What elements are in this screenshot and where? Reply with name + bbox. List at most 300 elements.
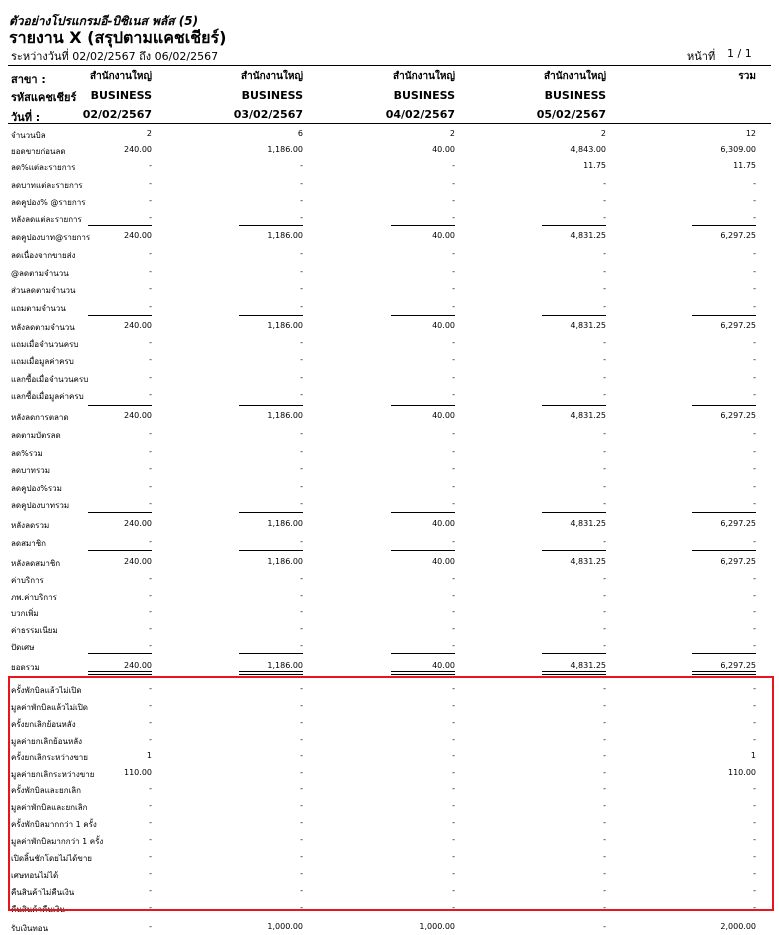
table-cell: - <box>452 499 455 508</box>
table-cell: 2 <box>600 129 606 138</box>
table-cell: - <box>300 701 303 710</box>
row-label: ส่วนลดตามจำนวน <box>11 286 76 295</box>
row-label: ลด%รวม <box>11 449 43 458</box>
column-cashier: BUSINESS <box>241 89 303 102</box>
row-label: ครั้งยกเลิกย้อนหลัง <box>11 720 76 729</box>
table-cell: - <box>753 464 756 473</box>
table-cell: - <box>452 213 455 222</box>
table-cell: 40.00 <box>432 519 455 528</box>
table-cell: - <box>300 373 303 382</box>
subtotal-rule <box>391 225 455 226</box>
table-cell: - <box>452 338 455 347</box>
column-branch: สำนักงานใหญ่ <box>393 71 455 82</box>
table-cell: - <box>300 355 303 364</box>
table-cell: - <box>300 591 303 600</box>
row-label: หลังลดตามจำนวน <box>11 323 75 332</box>
table-cell: - <box>452 684 455 693</box>
table-cell: - <box>300 338 303 347</box>
table-cell: - <box>300 196 303 205</box>
table-cell: - <box>603 302 606 311</box>
table-cell: - <box>753 302 756 311</box>
table-cell: - <box>452 429 455 438</box>
table-cell: - <box>603 574 606 583</box>
row-label: เปิดลิ้นชักโดยไม่ได้ขาย <box>11 854 92 863</box>
table-cell: - <box>149 179 152 188</box>
table-cell: - <box>753 574 756 583</box>
subtotal-rule <box>542 512 606 513</box>
table-cell: - <box>149 701 152 710</box>
table-cell: - <box>452 196 455 205</box>
table-cell: - <box>300 886 303 895</box>
table-cell: - <box>753 591 756 600</box>
table-cell: - <box>603 835 606 844</box>
table-cell: - <box>452 591 455 600</box>
table-cell: - <box>603 464 606 473</box>
total-double-rule <box>542 671 606 675</box>
table-cell: - <box>753 249 756 258</box>
row-label: แลกซื้อเมื่อมูลค่าครบ <box>11 392 84 401</box>
subtotal-rule <box>542 225 606 226</box>
table-cell: - <box>149 735 152 744</box>
row-label: มูลค่าพักบิลและยกเลิก <box>11 803 88 812</box>
table-cell: - <box>753 735 756 744</box>
table-cell: - <box>452 607 455 616</box>
subtotal-rule <box>542 550 606 551</box>
table-cell: - <box>452 768 455 777</box>
subtotal-rule <box>239 225 303 226</box>
table-cell: 12 <box>745 129 756 138</box>
table-cell: - <box>300 751 303 760</box>
table-cell: - <box>753 869 756 878</box>
table-cell: - <box>300 903 303 912</box>
table-cell: - <box>753 355 756 364</box>
table-cell: - <box>149 574 152 583</box>
row-label: @ลดตามจำนวน <box>11 269 69 278</box>
table-cell: - <box>149 684 152 693</box>
table-cell: - <box>753 835 756 844</box>
cashier-label: รหัสแคชเชียร์ <box>11 91 77 104</box>
table-cell: - <box>753 684 756 693</box>
table-cell: 40.00 <box>432 145 455 154</box>
table-cell: - <box>149 429 152 438</box>
table-cell: - <box>452 390 455 399</box>
table-cell: - <box>753 213 756 222</box>
table-cell: - <box>753 641 756 650</box>
row-label: แถมเมื่อมูลค่าครบ <box>11 357 74 366</box>
table-cell: - <box>753 886 756 895</box>
table-cell: - <box>753 499 756 508</box>
table-cell: - <box>603 537 606 546</box>
subtotal-rule <box>88 550 152 551</box>
table-cell: 40.00 <box>432 231 455 240</box>
table-cell: 240.00 <box>124 557 152 566</box>
table-cell: - <box>603 903 606 912</box>
table-cell: 6,297.25 <box>720 231 756 240</box>
table-cell: - <box>603 196 606 205</box>
table-cell: - <box>300 718 303 727</box>
table-cell: - <box>603 267 606 276</box>
table-cell: - <box>603 922 606 931</box>
table-cell: - <box>452 784 455 793</box>
total-double-rule <box>391 671 455 675</box>
row-label: ยอดขายก่อนลด <box>11 147 66 156</box>
table-cell: - <box>300 574 303 583</box>
table-cell: - <box>452 249 455 258</box>
row-label: ลดคูปองบาทรวม <box>11 501 70 510</box>
row-label: แถมเมื่อจำนวนครบ <box>11 340 79 349</box>
table-cell: - <box>149 249 152 258</box>
row-label: มูลค่ายกเลิกระหว่างขาย <box>11 770 95 779</box>
table-cell: - <box>149 869 152 878</box>
table-cell: - <box>149 355 152 364</box>
table-cell: - <box>452 373 455 382</box>
table-cell: - <box>603 482 606 491</box>
table-cell: - <box>300 390 303 399</box>
table-cell: 240.00 <box>124 661 152 670</box>
subtotal-rule <box>542 405 606 406</box>
table-cell: - <box>149 903 152 912</box>
row-label: ครั้งยกเลิกระหว่างขาย <box>11 753 88 762</box>
table-cell: 40.00 <box>432 411 455 420</box>
subtotal-rule <box>88 405 152 406</box>
column-date: 05/02/2567 <box>536 108 606 121</box>
table-cell: - <box>452 355 455 364</box>
row-label: แถมตามจำนวน <box>11 304 66 313</box>
table-cell: - <box>149 922 152 931</box>
table-cell: 1,186.00 <box>267 411 303 420</box>
page-number: 1 / 1 <box>727 47 752 60</box>
table-cell: - <box>452 835 455 844</box>
table-cell: 110.00 <box>728 768 756 777</box>
table-cell: - <box>603 684 606 693</box>
table-cell: - <box>300 835 303 844</box>
table-cell: - <box>300 624 303 633</box>
row-label: มูลค่าพักบิลแล้วไม่เปิด <box>11 703 88 712</box>
table-cell: - <box>452 701 455 710</box>
table-cell: - <box>603 390 606 399</box>
row-label: ลดบาทแต่ละรายการ <box>11 181 83 190</box>
table-cell: - <box>603 447 606 456</box>
table-cell: - <box>149 784 152 793</box>
table-cell: - <box>149 196 152 205</box>
table-cell: - <box>452 852 455 861</box>
table-cell: - <box>149 161 152 170</box>
table-cell: - <box>452 574 455 583</box>
row-label: ลดคูปอง% @รายการ <box>11 198 86 207</box>
table-cell: - <box>149 537 152 546</box>
table-cell: - <box>753 818 756 827</box>
table-cell: - <box>753 903 756 912</box>
row-label: หลังลดแต่ละรายการ <box>11 215 82 224</box>
table-cell: - <box>452 735 455 744</box>
subtotal-rule <box>239 550 303 551</box>
table-cell: - <box>603 607 606 616</box>
subtotal-rule <box>692 225 756 226</box>
table-cell: - <box>452 818 455 827</box>
table-cell: 240.00 <box>124 231 152 240</box>
table-cell: - <box>603 355 606 364</box>
table-cell: - <box>452 464 455 473</box>
table-cell: - <box>149 482 152 491</box>
table-cell: 1,000.00 <box>419 922 455 931</box>
row-label: ปัดเศษ <box>11 643 35 652</box>
table-cell: - <box>300 213 303 222</box>
subtotal-rule <box>239 512 303 513</box>
report-title: รายงาน X (สรุปตามแคชเชียร์) <box>9 28 227 47</box>
subtotal-rule <box>542 653 606 654</box>
column-cashier: BUSINESS <box>393 89 455 102</box>
report-subtitle: ตัวอย่างโปรแกรมอี-บิซิเนส พลัส (5) <box>9 14 199 28</box>
subtotal-rule <box>88 225 152 226</box>
column-branch: สำนักงานใหญ่ <box>241 71 303 82</box>
table-cell: - <box>753 390 756 399</box>
table-cell: - <box>603 852 606 861</box>
table-cell: - <box>149 447 152 456</box>
table-cell: - <box>149 390 152 399</box>
table-cell: - <box>753 537 756 546</box>
table-cell: - <box>452 869 455 878</box>
table-cell: - <box>452 447 455 456</box>
column-branch: สำนักงานใหญ่ <box>544 71 606 82</box>
table-cell: - <box>149 591 152 600</box>
table-cell: 1,186.00 <box>267 321 303 330</box>
row-label: มูลค่าพักบิลมากกว่า 1 ครั้ง <box>11 837 104 846</box>
date-range: ระหว่างวันที่ 02/02/2567 ถึง 06/02/2567 <box>11 50 219 63</box>
table-cell: - <box>603 373 606 382</box>
branch-label: สาขา : <box>11 73 46 86</box>
column-branch: รวม <box>738 71 756 82</box>
table-cell: 2,000.00 <box>720 922 756 931</box>
subtotal-rule <box>391 653 455 654</box>
table-cell: - <box>452 302 455 311</box>
table-cell: - <box>603 338 606 347</box>
table-cell: - <box>603 735 606 744</box>
subtotal-rule <box>692 512 756 513</box>
table-cell: - <box>149 338 152 347</box>
header-top-rule <box>8 65 771 66</box>
table-cell: - <box>603 718 606 727</box>
row-label: บวกเพิ่ม <box>11 609 39 618</box>
highlight-box <box>8 676 774 911</box>
table-cell: - <box>300 784 303 793</box>
table-cell: - <box>300 818 303 827</box>
table-cell: - <box>603 429 606 438</box>
table-cell: 1,186.00 <box>267 519 303 528</box>
table-cell: - <box>149 835 152 844</box>
table-cell: - <box>603 284 606 293</box>
table-cell: - <box>300 302 303 311</box>
total-double-rule <box>692 671 756 675</box>
subtotal-rule <box>542 315 606 316</box>
table-cell: - <box>300 249 303 258</box>
table-cell: - <box>753 482 756 491</box>
column-date: 02/02/2567 <box>82 108 152 121</box>
subtotal-rule <box>692 315 756 316</box>
table-cell: 240.00 <box>124 519 152 528</box>
table-cell: - <box>149 801 152 810</box>
row-label: ยอดรวม <box>11 663 40 672</box>
table-cell: 4,843.00 <box>570 145 606 154</box>
table-cell: - <box>149 607 152 616</box>
table-cell: - <box>753 267 756 276</box>
subtotal-rule <box>692 405 756 406</box>
table-cell: - <box>603 499 606 508</box>
table-cell: - <box>149 624 152 633</box>
table-cell: - <box>300 284 303 293</box>
table-cell: 40.00 <box>432 321 455 330</box>
row-label: ลด%แต่ละรายการ <box>11 163 76 172</box>
row-label: ค่าบริการ <box>11 576 44 585</box>
table-cell: - <box>149 818 152 827</box>
table-cell: 1,186.00 <box>267 557 303 566</box>
table-cell: - <box>603 869 606 878</box>
table-cell: - <box>753 196 756 205</box>
table-cell: - <box>149 641 152 650</box>
table-cell: 2 <box>146 129 152 138</box>
table-cell: - <box>452 886 455 895</box>
table-cell: - <box>149 267 152 276</box>
table-cell: - <box>603 624 606 633</box>
table-cell: 2 <box>449 129 455 138</box>
table-cell: - <box>300 499 303 508</box>
row-label: เศษทอนไม่ได้ <box>11 871 59 880</box>
table-cell: - <box>149 284 152 293</box>
row-label: หลังลดสมาชิก <box>11 559 61 568</box>
table-cell: 6,297.25 <box>720 519 756 528</box>
table-cell: - <box>300 852 303 861</box>
row-label: ค่าธรรมเนียม <box>11 626 58 635</box>
row-label: ครั้งพักบิลแล้วไม่เปิด <box>11 686 82 695</box>
row-label: หลังลดรวม <box>11 521 50 530</box>
table-cell: - <box>753 447 756 456</box>
column-date: 04/02/2567 <box>385 108 455 121</box>
table-cell: - <box>603 818 606 827</box>
table-cell: - <box>452 641 455 650</box>
table-cell: - <box>300 267 303 276</box>
column-cashier: BUSINESS <box>90 89 152 102</box>
table-cell: 1 <box>750 751 756 760</box>
table-cell: - <box>753 624 756 633</box>
table-cell: 1,000.00 <box>267 922 303 931</box>
table-cell: - <box>603 641 606 650</box>
subtotal-rule <box>692 550 756 551</box>
row-label: หลังลดการตลาด <box>11 413 69 422</box>
table-cell: - <box>753 179 756 188</box>
row-label: ลดสมาชิก <box>11 539 47 548</box>
table-cell: - <box>452 718 455 727</box>
table-cell: - <box>300 429 303 438</box>
table-cell: 6 <box>297 129 303 138</box>
column-cashier: BUSINESS <box>544 89 606 102</box>
table-cell: - <box>149 464 152 473</box>
table-cell: - <box>603 801 606 810</box>
table-cell: - <box>300 801 303 810</box>
row-label: ลดคูปองบาท@รายการ <box>11 233 91 242</box>
table-cell: - <box>753 784 756 793</box>
table-cell: - <box>452 267 455 276</box>
subtotal-rule <box>88 512 152 513</box>
total-double-rule <box>88 671 152 675</box>
subtotal-rule <box>239 405 303 406</box>
row-label: ครั้งพักบิลและยกเลิก <box>11 786 82 795</box>
table-cell: - <box>452 801 455 810</box>
table-cell: - <box>452 179 455 188</box>
table-cell: - <box>149 499 152 508</box>
row-label: มูลค่ายกเลิกย้อนหลัง <box>11 737 83 746</box>
page-label: หน้าที่ <box>687 50 716 63</box>
table-cell: - <box>300 161 303 170</box>
header-bottom-rule <box>8 123 771 124</box>
table-cell: - <box>452 751 455 760</box>
table-cell: - <box>452 482 455 491</box>
table-cell: 11.75 <box>733 161 756 170</box>
table-cell: - <box>603 179 606 188</box>
table-cell: - <box>300 537 303 546</box>
table-cell: 6,297.25 <box>720 411 756 420</box>
total-double-rule <box>239 671 303 675</box>
table-cell: 4,831.25 <box>570 321 606 330</box>
table-cell: - <box>300 684 303 693</box>
table-cell: - <box>149 718 152 727</box>
row-label: ครั้งพักบิลมากกว่า 1 ครั้ง <box>11 820 97 829</box>
table-cell: - <box>753 718 756 727</box>
table-cell: 6,297.25 <box>720 321 756 330</box>
subtotal-rule <box>88 653 152 654</box>
subtotal-rule <box>391 315 455 316</box>
table-cell: - <box>300 464 303 473</box>
subtotal-rule <box>391 512 455 513</box>
table-cell: 40.00 <box>432 661 455 670</box>
table-cell: 4,831.25 <box>570 661 606 670</box>
row-label: ภพ.ค่าบริการ <box>11 593 57 602</box>
table-cell: - <box>603 751 606 760</box>
table-cell: - <box>300 735 303 744</box>
table-cell: 1,186.00 <box>267 661 303 670</box>
row-label: คืนสินค้าคืนเงิน <box>11 905 65 914</box>
table-cell: - <box>753 284 756 293</box>
table-cell: - <box>149 852 152 861</box>
table-cell: 240.00 <box>124 321 152 330</box>
row-label: ลดตามบัตรลด <box>11 431 61 440</box>
table-cell: - <box>753 607 756 616</box>
table-cell: - <box>603 213 606 222</box>
table-cell: - <box>452 161 455 170</box>
subtotal-rule <box>692 653 756 654</box>
row-label: ลดคูปอง%รวม <box>11 484 62 493</box>
table-cell: - <box>300 641 303 650</box>
table-cell: - <box>753 429 756 438</box>
table-cell: - <box>452 624 455 633</box>
row-label: ลดเนื่องจากขายส่ง <box>11 251 76 260</box>
table-cell: - <box>603 768 606 777</box>
table-cell: - <box>300 482 303 491</box>
table-cell: - <box>603 701 606 710</box>
table-cell: 11.75 <box>583 161 606 170</box>
table-cell: - <box>149 373 152 382</box>
row-label: คืนสินค้าไม่คืนเงิน <box>11 888 75 897</box>
table-cell: 1 <box>146 751 152 760</box>
table-cell: - <box>149 886 152 895</box>
table-cell: 6,297.25 <box>720 661 756 670</box>
subtotal-rule <box>239 653 303 654</box>
table-cell: - <box>753 338 756 347</box>
date-label: วันที่ : <box>11 111 41 124</box>
subtotal-rule <box>239 315 303 316</box>
table-cell: 4,831.25 <box>570 231 606 240</box>
table-cell: - <box>452 903 455 912</box>
table-cell: - <box>300 768 303 777</box>
table-cell: 6,309.00 <box>720 145 756 154</box>
